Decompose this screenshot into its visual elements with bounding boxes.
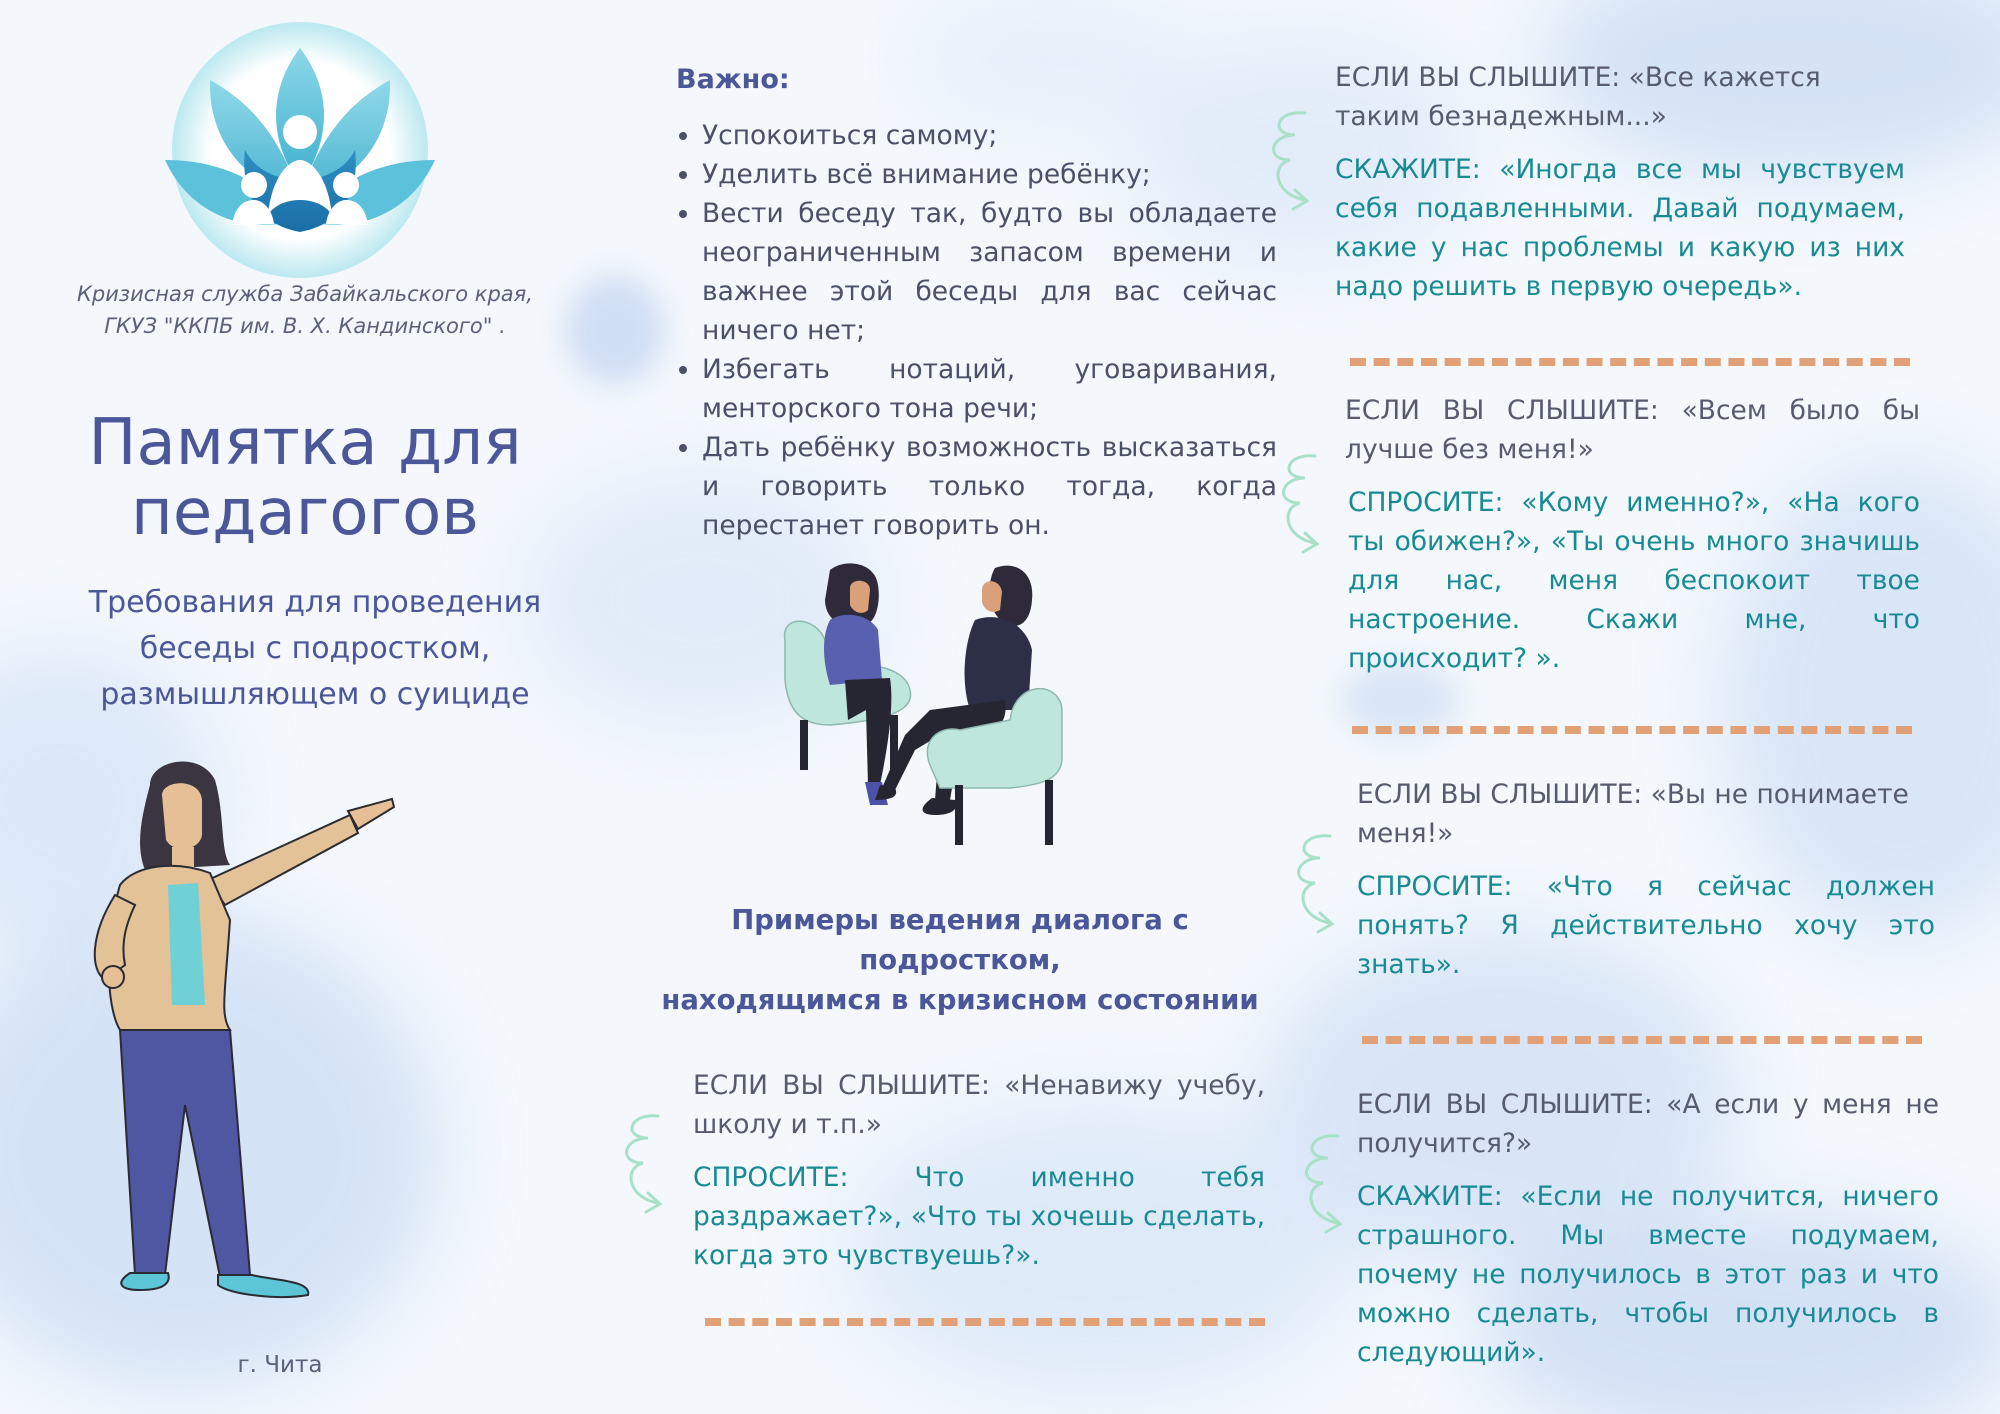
dialog-block xyxy=(693,1066,1265,1275)
dialog-reply-text: СПРОСИТЕ: «Кому именно?», «На кого ты обижен?», «Ты очень много значишь для нас, меня беспокоит твое настроение. Скажи мне, что происходит? ». xyxy=(1348,487,1920,674)
dialog-block xyxy=(1357,1085,1939,1372)
dialog-hear-text: ЕСЛИ ВЫ СЛЫШИТЕ: «Вы не понимаете меня!» xyxy=(1357,779,1909,849)
divider xyxy=(1362,1036,1922,1044)
page-title-line-2: педагогов xyxy=(131,476,479,550)
subtitle-line-2: беседы с подростком, xyxy=(139,631,491,666)
important-list xyxy=(666,116,1277,545)
dialog-hear-text: ЕСЛИ ВЫ СЛЫШИТЕ: «А если у меня не получится?» xyxy=(1357,1089,1939,1159)
page-title-line-1: Памятка для xyxy=(88,406,522,480)
organization-caption xyxy=(40,278,570,342)
dialog-reply-text: СКАЖИТЕ: «Если не получится, ничего страшного. Мы вместе подумаем, почему не получилось в этот раз и что можно сделать, чтобы получилось в следующий». xyxy=(1357,1181,1939,1368)
dialog-reply-text: СПРОСИТЕ: Что именно тебя раздражает?», «Что ты хочешь сделать, когда это чувствуешь?». xyxy=(693,1162,1265,1271)
dialog-block xyxy=(1345,391,1920,678)
subtitle-line-1: Требования для проведения xyxy=(88,585,542,620)
city-caption: г. Чита xyxy=(237,1352,323,1378)
organization-line-2: ГКУЗ "ККПБ им. В. Х. Кандинского" . xyxy=(104,314,506,338)
curly-arrow-icon xyxy=(1275,448,1335,558)
list-item: • Уделить всё внимание ребёнку; xyxy=(702,155,1277,194)
page-title xyxy=(40,408,570,548)
dialog-reply-text: СПРОСИТЕ: «Что я сейчас должен понять? Я действительно хочу это знать». xyxy=(1357,871,1935,980)
curly-arrow-icon xyxy=(1298,1128,1358,1238)
important-heading: Важно: xyxy=(676,64,790,95)
examples-heading xyxy=(660,900,1260,1020)
dialog-block xyxy=(1357,775,1935,984)
organization-line-1: Кризисная служба Забайкальского края, xyxy=(77,282,533,306)
divider xyxy=(1350,358,1910,366)
page-subtitle xyxy=(60,580,570,718)
dialog-hear-text: ЕСЛИ ВЫ СЛЫШИТЕ: «Ненавижу учебу, школу и т.п.» xyxy=(693,1070,1265,1140)
list-item: • Дать ребёнку возможность высказаться и говорить только тогда, когда перестанет говорить он. xyxy=(702,428,1277,545)
lotus-people-logo xyxy=(150,10,450,280)
dialog-hear-text: ЕСЛИ ВЫ СЛЫШИТЕ: «Всем было бы лучше без меня!» xyxy=(1345,395,1920,465)
conversation-illustration xyxy=(770,560,1070,850)
divider xyxy=(1352,726,1912,734)
examples-heading-line-2: подростком, xyxy=(859,944,1061,976)
list-item: • Вести беседу так, будто вы обладаете неограниченным запасом времени и важнее этой беседы для вас сейчас ничего нет; xyxy=(702,194,1277,350)
list-item: • Успокоиться самому; xyxy=(702,116,1277,155)
examples-heading-line-1: Примеры ведения диалога с xyxy=(731,904,1189,936)
list-item: • Избегать нотаций, уговаривания, менторского тона речи; xyxy=(702,350,1277,428)
dialog-block xyxy=(1335,58,1905,306)
teacher-pointing-illustration xyxy=(80,755,410,1325)
curly-arrow-icon xyxy=(618,1108,678,1218)
divider xyxy=(705,1318,1265,1326)
curly-arrow-icon xyxy=(1290,828,1350,938)
dialog-hear-text: ЕСЛИ ВЫ СЛЫШИТЕ: «Все кажется таким безнадежным...» xyxy=(1335,62,1821,132)
examples-heading-line-3: находящимся в кризисном состоянии xyxy=(661,984,1259,1016)
curly-arrow-icon xyxy=(1265,105,1325,215)
subtitle-line-3: размышляющем о суициде xyxy=(100,677,530,712)
dialog-reply-text: СКАЖИТЕ: «Иногда все мы чувствуем себя подавленными. Давай подумаем, какие у нас проблемы и какую из них надо решить в первую очередь». xyxy=(1335,154,1905,302)
